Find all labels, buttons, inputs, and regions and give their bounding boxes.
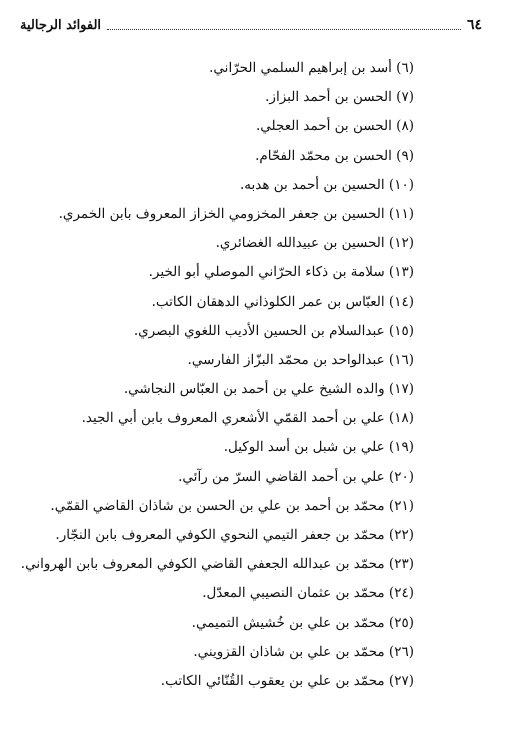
list-item: (٧) الحسن بن أحمد البزاز. bbox=[265, 89, 414, 106]
running-title: الفوائد الرجالية bbox=[20, 17, 102, 33]
list-item: (١٠) الحسين بن أحمد بن هدبه. bbox=[239, 176, 414, 193]
list-item: (١١) الحسين بن جعفر المخزومي الخزاز المعروف بابن الخمري. bbox=[58, 205, 414, 222]
list-item: (٢٥) محمّد بن علي بن خُشيش التميمي. bbox=[191, 614, 414, 631]
list-item: (٢٧) محمّد بن علي بن يعقوب القُنّائي الكاتب. bbox=[160, 672, 414, 689]
list-item: (١٥) عبدالسلام بن الحسين الأديب اللغوي البصري. bbox=[133, 322, 414, 339]
list-item: (٩) الحسن بن محمّد الفحّام. bbox=[255, 147, 414, 164]
list-item: (٦) أسد بن إبراهيم السلمي الحرّاني. bbox=[209, 60, 414, 76]
list-item: (١٣) سلامة بن ذكاء الحرّاني الموصلي أبو الخير. bbox=[148, 264, 414, 281]
page-number: ٦٤ bbox=[466, 17, 482, 33]
list-item: (٢٤) محمّد بن عثمان النصيبي المعدّل. bbox=[202, 585, 414, 602]
list-item: (٢٦) محمّد بن علي بن شاذان القزويني. bbox=[193, 643, 414, 660]
list-item: (٨) الحسن بن أحمد العجلي. bbox=[255, 118, 414, 135]
page-header bbox=[20, 12, 482, 38]
list-item: (١٢) الحسين بن عبيدالله الغضائري. bbox=[215, 235, 414, 252]
list-item: (١٧) والده الشيخ علي بن أحمد بن العبّاس النجاشي. bbox=[123, 381, 414, 398]
list-item: (١٤) العبّاس بن عمر الكلوذاني الدهقان الكاتب. bbox=[151, 293, 414, 310]
list-item: (٢١) محمّد بن أحمد بن علي بن الحسن بن شاذان القاضي القمّي. bbox=[50, 497, 414, 514]
list-item: (٢٢) محمّد بن جعفر التيمي النحوي الكوفي المعروف بابن النجّار. bbox=[55, 527, 414, 543]
list-item: (٢٣) محمّد بن عبدالله الجعفي القاضي الكوفي المعروف بابن الهرواني. bbox=[20, 556, 414, 573]
header-leader-dots bbox=[107, 21, 461, 30]
list-item: (١٩) علي بن شبل بن أسد الوكيل. bbox=[223, 439, 414, 456]
list-item: (١٨) علي بن أحمد القمّي الأشعري المعروف بابن أبي الجيد. bbox=[81, 410, 414, 427]
narrators-list bbox=[20, 54, 414, 696]
list-item: (٢٠) علي بن أحمد القاضي السرّ من رآئي. bbox=[178, 468, 414, 485]
list-item: (١٦) عبدالواحد بن محمّد البزّاز الفارسي. bbox=[187, 351, 414, 368]
